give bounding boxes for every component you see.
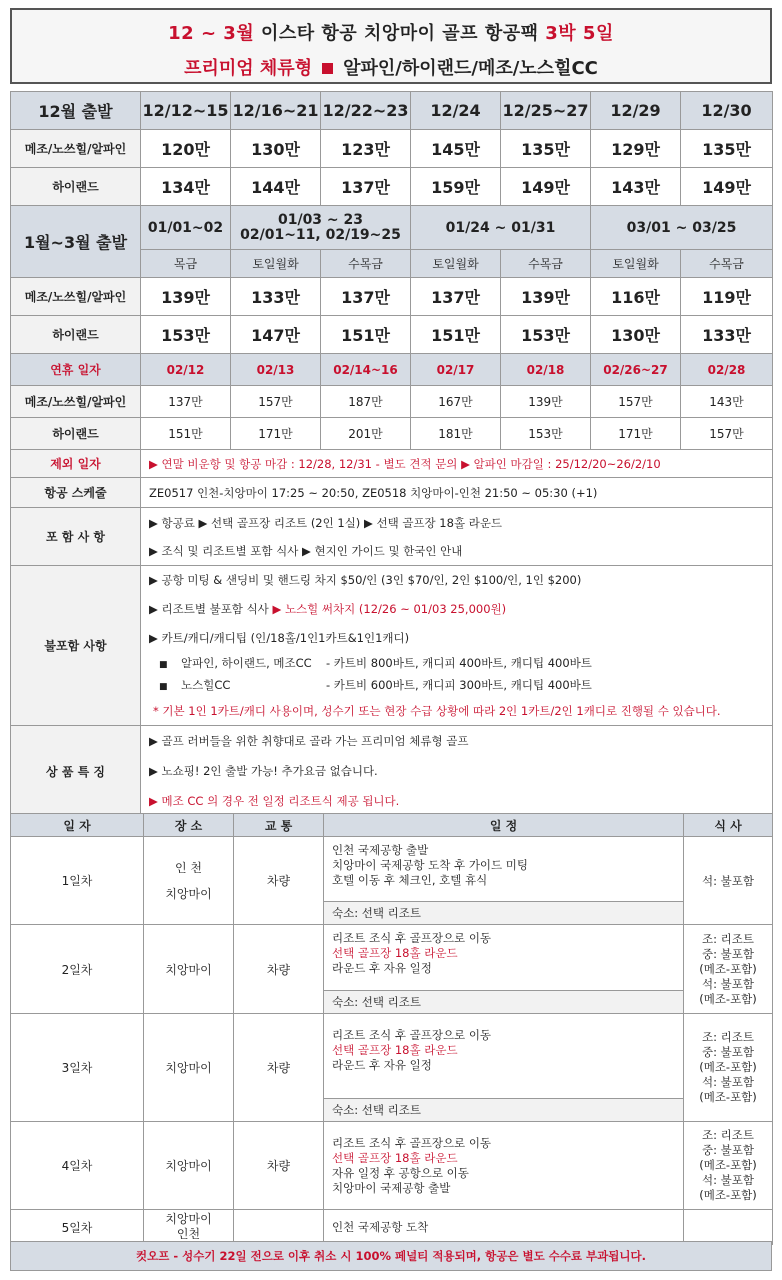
place-line: 치앙마이 [165,886,212,901]
jan-period-line: 02/01~11, 02/19~25 [240,226,401,243]
holiday-date-row [11,354,773,386]
schedule-cell [324,837,684,925]
weekday-cell: 수목금 [321,250,411,278]
features-label: 상 품 특 징 [11,726,141,817]
meal-line: 조: 리조트 [702,1128,754,1142]
weekday-cell: 수목금 [501,250,591,278]
transport-cell [234,1210,324,1245]
meal-line: 조: 리조트 [702,1030,754,1044]
itinerary-day-1 [11,837,773,925]
course-name: 메조/노쓰힐/알파인 [11,386,141,418]
meal-line: 조: 리조트 [702,931,754,946]
price-cell: 135만 [501,130,591,168]
price-cell: 157만 [591,386,681,418]
itinerary-day-3 [11,1014,773,1122]
hotel-line: 숙소: 선택 리조트 [324,1098,683,1121]
price-cell: 167만 [411,386,501,418]
weekday-cell: 토일월화 [411,250,501,278]
jan-label: 1월~3월 출발 [11,206,141,278]
col-header: 장 소 [144,814,234,837]
not-include-meal: ▶ 리조트별 불포함 식사 [149,602,273,616]
place-line: 치앙마이 [165,1212,212,1226]
course-name: 메조/노쓰힐/알파인 [11,278,141,316]
meal-cell [684,1122,773,1210]
fee-detail: - 카트비 800바트, 캐디피 400바트, 캐디팁 400바트 [326,656,592,670]
course-name: 하이랜드 [11,418,141,450]
schedule-line: 리조트 조식 후 골프장으로 이동 [332,931,492,945]
schedule-cell [324,1122,684,1210]
price-cell: 157만 [231,386,321,418]
meal-cell: 석: 불포함 [684,837,773,925]
include-text [141,508,773,566]
schedule-line: 인천 국제공항 출발 [332,843,429,857]
weekday-cell: 토일월화 [591,250,681,278]
bullet-icon: ■ [159,660,168,670]
price-cell: 157만 [681,418,773,450]
price-cell: 139만 [501,386,591,418]
jan-period-line: 01/03 ~ 23 [277,211,364,228]
features-row [11,726,773,817]
not-include-row [11,566,773,726]
transport-cell: 차량 [234,837,324,925]
col-header: 일 자 [11,814,144,837]
flight-label: 항공 스케줄 [11,478,141,508]
itinerary-day-2 [11,925,773,1014]
meal-line: 중: 불포함 [702,1143,754,1157]
feature-line: ▶ 노쇼핑! 2인 출발 가능! 추가요금 없습니다. [149,764,378,778]
schedule-line: 라운드 후 자유 일정 [332,1058,432,1072]
dec-price-row-highland [11,168,773,206]
place-line: 인천 [176,1227,201,1241]
itinerary-day-4 [11,1122,773,1210]
price-cell: 171만 [591,418,681,450]
price-cell: 120만 [141,130,231,168]
jan-period: 01/24 ~ 01/31 [411,206,591,250]
price-cell: 119만 [681,278,773,316]
price-cell: 153만 [501,316,591,354]
schedule-text [324,1130,683,1202]
exclude-label: 제외 일자 [11,450,141,478]
price-cell: 151만 [321,316,411,354]
weekday-cell: 토일월화 [231,250,321,278]
meal-line: 중: 불포함 [702,1045,754,1059]
jan-period [231,206,411,250]
holiday-price-row-highland [11,418,773,450]
place-line: 인 천 [175,860,202,875]
include-label: 포 함 사 항 [11,508,141,566]
course-name: 메조/노쓰힐/알파인 [11,130,141,168]
meal-line: (메조-포함) [699,1060,757,1074]
price-cell: 153만 [141,316,231,354]
feature-line: ▶ 골프 러버들을 위한 취향대로 골라 가는 프리미엄 체류형 골프 [149,734,469,748]
schedule-line: 치앙마이 국제공항 도착 후 가이드 미팅 [332,858,529,872]
holiday-date: 02/26~27 [591,354,681,386]
price-cell: 133만 [681,316,773,354]
schedule-line: 호텔 이동 후 체크인, 호텔 휴식 [332,873,488,887]
title-courses: 알파인/하이랜드/메조/노스힐CC [343,58,598,79]
caddie-fee-line [149,653,772,675]
day-label: 4일차 [11,1122,144,1210]
schedule-cell [324,1014,684,1122]
bullet-icon: ■ [159,682,168,692]
meal-line: 석: 불포함 [702,976,754,991]
price-cell: 137만 [411,278,501,316]
schedule-line: 선택 골프장 18홀 라운드 [332,1150,458,1165]
dec-label: 12월 출발 [11,92,141,130]
transport-cell: 차량 [234,1014,324,1122]
meal-line: 석: 불포함 [702,1075,754,1089]
dec-date-row [11,92,773,130]
jan-period: 03/01 ~ 03/25 [591,206,773,250]
meal-line: (메조-포함) [699,1188,757,1202]
title-main: 이스타 항공 치앙마이 골프 항공팩 [254,23,546,44]
holiday-label: 연휴 일자 [11,354,141,386]
not-include-line [149,595,772,624]
title-period: 12 ~ 3월 [168,23,255,44]
meal-line: (메조-포함) [699,1090,757,1104]
price-cell: 151만 [411,316,501,354]
price-cell: 143만 [591,168,681,206]
price-cell: 149만 [681,168,773,206]
jan-period: 01/01~02 [141,206,231,250]
jan-period-row [11,206,773,250]
exclude-text: ▶ 연말 비운항 및 항공 마감 : 12/28, 12/31 - 별도 견적 문의 ▶ 알파인 마감일 : 25/12/20~26/2/10 [141,450,773,478]
include-row [11,508,773,566]
itinerary-day-5 [11,1210,773,1245]
schedule-line: 라운드 후 자유 일정 [332,961,432,975]
schedule-line: 치앙마이 국제공항 출발 [332,1180,451,1195]
meal-line: (메조-포함) [699,991,757,1006]
holiday-date: 02/13 [231,354,321,386]
price-cell: 147만 [231,316,321,354]
schedule-line: 자유 일정 후 공항으로 이동 [332,1165,469,1180]
meal-line: 석: 불포함 [702,1173,754,1187]
dec-date: 12/24 [411,92,501,130]
price-cell: 144만 [231,168,321,206]
schedule-text [324,837,683,901]
price-cell: 133만 [231,278,321,316]
price-cell: 153만 [501,418,591,450]
cart-note: * 기본 1인 1카트/캐디 사용이며, 성수기 또는 현장 수급 상황에 따라 2인 1카트/2인 1캐디로 진행될 수 있습니다. [153,704,721,718]
fee-detail: - 카트비 600바트, 캐디피 300바트, 캐디팁 400바트 [326,678,592,692]
title-duration: 3박 5일 [545,23,614,44]
transport-cell: 차량 [234,1122,324,1210]
schedule-cell [324,925,684,1014]
not-include-line: ▶ 공항 미팅 & 샌딩비 및 핸드링 차지 $50/인 (3인 $70/인, 2인 $100/인, 1인 $200) [149,573,582,587]
price-cell: 139만 [501,278,591,316]
jan-price-row-highland [11,316,773,354]
flight-row [11,478,773,508]
title-banner [10,8,772,84]
dec-date: 12/29 [591,92,681,130]
caddie-fee-line [149,675,772,697]
holiday-price-row-mezo [11,386,773,418]
price-cell: 149만 [501,168,591,206]
dec-date: 12/16~21 [231,92,321,130]
price-cell: 151만 [141,418,231,450]
meal-line: (메조-포함) [699,961,757,976]
not-include-label: 불포함 사항 [11,566,141,726]
course-group: 노스힐CC [181,678,231,692]
exclude-row [11,450,773,478]
meal-cell [684,1210,773,1245]
hotel-line: 숙소: 선택 리조트 [324,901,683,924]
meal-line: 중: 불포함 [702,946,754,961]
col-header: 식 사 [684,814,773,837]
holiday-date: 02/17 [411,354,501,386]
price-cell: 187만 [321,386,411,418]
col-header: 일 정 [324,814,684,837]
title-line-2 [12,54,770,80]
features-text [141,726,773,817]
meal-cell [684,1014,773,1122]
price-cell: 143만 [681,386,773,418]
holiday-date: 02/18 [501,354,591,386]
place-cell: 치앙마이 [144,1122,234,1210]
day-label: 2일차 [11,925,144,1014]
jan-price-row-mezo [11,278,773,316]
price-cell: 130만 [591,316,681,354]
holiday-date: 02/28 [681,354,773,386]
square-bullet-icon [322,63,333,74]
schedule-cell: 인천 국제공항 도착 [324,1210,684,1245]
schedule-line: 선택 골프장 18홀 라운드 [332,946,458,960]
not-include-line: ▶ 카트/캐디/캐디팁 (인/18홀/1인1카트&1인1캐디) [149,631,410,645]
dec-date: 12/25~27 [501,92,591,130]
price-cell: 137만 [321,168,411,206]
course-name: 하이랜드 [11,168,141,206]
day-label: 5일차 [11,1210,144,1245]
weekday-cell: 목금 [141,250,231,278]
day-label: 1일차 [11,837,144,925]
title-type: 프리미엄 체류형 [184,58,313,79]
include-line: ▶ 조식 및 리조트별 포함 식사 ▶ 현지인 가이드 및 한국인 안내 [149,543,463,558]
price-cell: 130만 [231,130,321,168]
schedule-line: 리조트 조식 후 골프장으로 이동 [332,1135,492,1150]
transport-cell: 차량 [234,925,324,1014]
title-line-1 [12,19,770,45]
price-cell: 129만 [591,130,681,168]
price-table [10,91,773,817]
include-line: ▶ 항공료 ▶ 선택 골프장 리조트 (2인 1실) ▶ 선택 골프장 18홀 라운드 [149,515,503,530]
itinerary-header-row [11,814,773,837]
dec-date: 12/12~15 [141,92,231,130]
schedule-text [324,925,683,990]
dec-date: 12/30 [681,92,773,130]
feature-line: ▶ 메조 CC 의 경우 전 일정 리조트식 제공 됩니다. [149,794,400,808]
price-cell: 159만 [411,168,501,206]
place-cell [144,1210,234,1245]
day-label: 3일차 [11,1014,144,1122]
price-cell: 134만 [141,168,231,206]
schedule-line: 선택 골프장 18홀 라운드 [332,1043,458,1057]
northhill-surcharge: ▶ 노스힐 써차지 (12/26 ~ 01/03 25,000원) [272,602,507,616]
schedule-text [324,1014,683,1098]
col-header: 교 통 [234,814,324,837]
weekday-cell: 수목금 [681,250,773,278]
course-group: 알파인, 하이랜드, 메조CC [181,656,312,670]
price-cell: 171만 [231,418,321,450]
price-cell: 135만 [681,130,773,168]
price-cell: 139만 [141,278,231,316]
price-cell: 137만 [141,386,231,418]
place-cell: 치앙마이 [144,1014,234,1122]
holiday-date: 02/12 [141,354,231,386]
price-cell: 181만 [411,418,501,450]
meal-cell [684,925,773,1014]
dec-date: 12/22~23 [321,92,411,130]
price-cell: 201만 [321,418,411,450]
meal-line: (메조-포함) [699,1158,757,1172]
cutoff-notice: 컷오프 - 성수기 22일 전으로 이후 취소 시 100% 페널티 적용되며, 항공은 별도 수수료 부과됩니다. [10,1241,772,1271]
price-cell: 137만 [321,278,411,316]
dec-price-row-mezo [11,130,773,168]
not-include-text [141,566,773,726]
price-cell: 145만 [411,130,501,168]
hotel-line: 숙소: 선택 리조트 [324,990,683,1013]
price-cell: 116만 [591,278,681,316]
schedule-line: 리조트 조식 후 골프장으로 이동 [332,1028,492,1042]
holiday-date: 02/14~16 [321,354,411,386]
place-cell: 치앙마이 [144,925,234,1014]
place-cell [144,837,234,925]
price-cell: 123만 [321,130,411,168]
flight-text: ZE0517 인천-치앙마이 17:25 ~ 20:50, ZE0518 치앙마이-인천 21:50 ~ 05:30 (+1) [141,478,773,508]
course-name: 하이랜드 [11,316,141,354]
itinerary-table [10,813,773,1245]
